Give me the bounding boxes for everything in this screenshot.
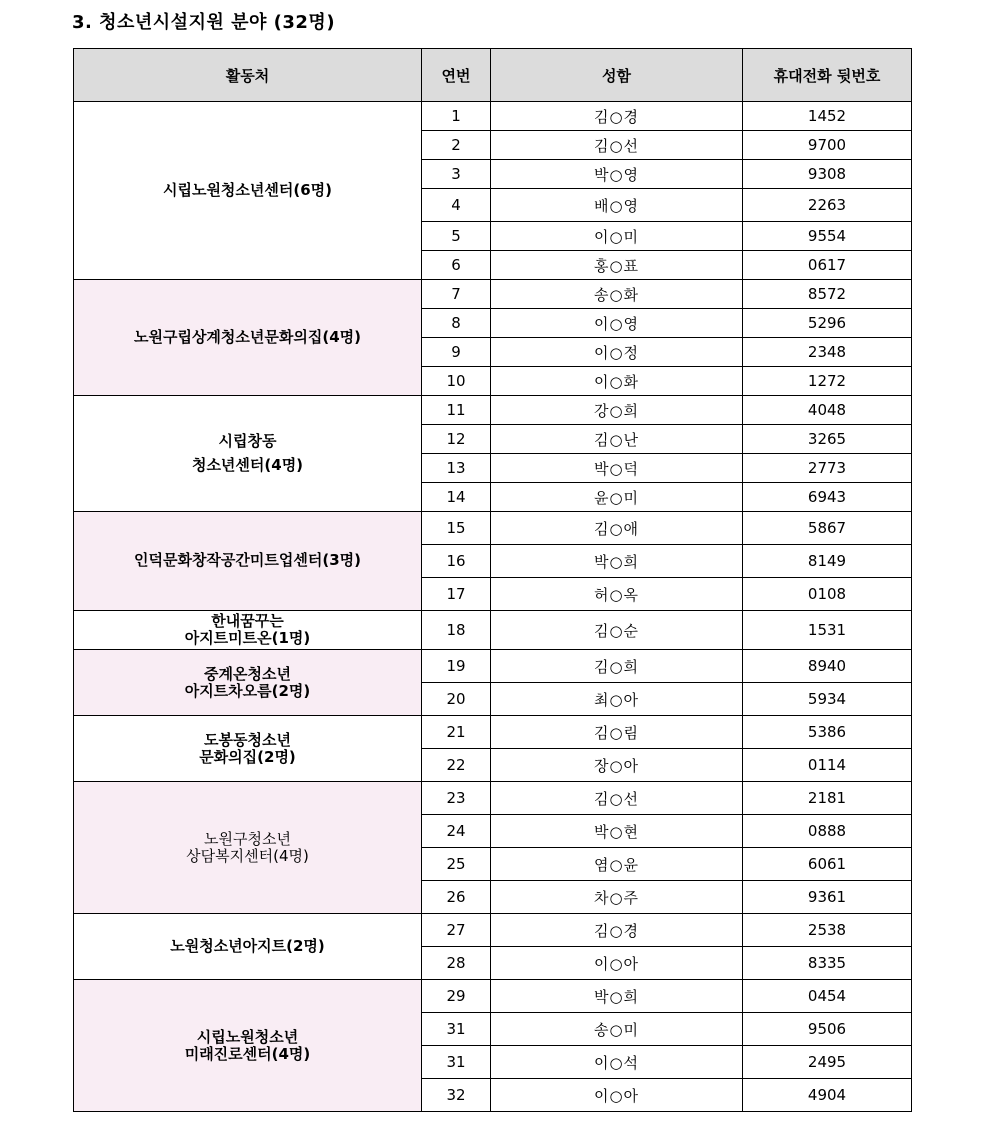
phone-suffix-cell: 8940	[743, 650, 912, 683]
table-body	[74, 102, 912, 1112]
serial-number-cell: 5	[422, 222, 491, 251]
serial-number-cell: 18	[422, 611, 491, 650]
table-row	[74, 782, 912, 815]
table-row	[74, 716, 912, 749]
table-row	[74, 650, 912, 683]
serial-number-cell: 11	[422, 396, 491, 425]
activity-place-label: 노원구청소년	[204, 829, 291, 848]
serial-number-cell: 20	[422, 683, 491, 716]
phone-suffix-cell: 0114	[743, 749, 912, 782]
name-cell: 윤○미	[491, 483, 743, 512]
name-cell: 김○난	[491, 425, 743, 454]
header-phone: 휴대전화 뒷번호	[743, 49, 912, 102]
serial-number-cell: 1	[422, 102, 491, 131]
activity-place-label: 청소년센터(4명)	[191, 455, 304, 474]
activity-place-label: 아지트미트온(1명)	[184, 629, 311, 647]
activity-place-label: 노원청소년아지트(2명)	[170, 936, 325, 955]
serial-number-cell: 4	[422, 189, 491, 222]
phone-suffix-cell: 9554	[743, 222, 912, 251]
activity-place-label: 중계온청소년	[204, 664, 291, 683]
table-row	[74, 980, 912, 1013]
phone-suffix-cell: 5867	[743, 512, 912, 545]
serial-number-cell: 16	[422, 545, 491, 578]
serial-number-cell: 9	[422, 338, 491, 367]
phone-suffix-cell: 4904	[743, 1079, 912, 1112]
serial-number-cell: 29	[422, 980, 491, 1013]
activity-place-cell	[74, 782, 422, 914]
name-cell: 송○화	[491, 280, 743, 309]
name-cell: 배○영	[491, 189, 743, 222]
phone-suffix-cell: 2773	[743, 454, 912, 483]
activity-place-label: 아지트차오름(2명)	[184, 681, 311, 700]
name-cell: 홍○표	[491, 251, 743, 280]
name-cell: 이○정	[491, 338, 743, 367]
activity-place-cell	[74, 716, 422, 782]
serial-number-cell: 23	[422, 782, 491, 815]
serial-number-cell: 13	[422, 454, 491, 483]
serial-number-cell: 3	[422, 160, 491, 189]
name-cell: 송○미	[491, 1013, 743, 1046]
activity-place-label: 도봉동청소년	[204, 730, 291, 749]
serial-number-cell: 26	[422, 881, 491, 914]
activity-place-label: 노원구립상계청소년문화의집(4명)	[133, 327, 361, 346]
serial-number-cell: 32	[422, 1079, 491, 1112]
table-row	[74, 280, 912, 309]
serial-number-cell: 17	[422, 578, 491, 611]
name-cell: 차○주	[491, 881, 743, 914]
phone-suffix-cell: 0617	[743, 251, 912, 280]
activity-place-label: 시립창동	[218, 432, 277, 451]
name-cell: 이○석	[491, 1046, 743, 1079]
phone-suffix-cell: 9361	[743, 881, 912, 914]
phone-suffix-cell: 0888	[743, 815, 912, 848]
phone-suffix-cell: 9308	[743, 160, 912, 189]
phone-suffix-cell: 5386	[743, 716, 912, 749]
table-header-row	[74, 49, 912, 102]
name-cell: 이○미	[491, 222, 743, 251]
phone-suffix-cell: 2495	[743, 1046, 912, 1079]
serial-number-cell: 2	[422, 131, 491, 160]
activity-place-cell	[74, 280, 422, 396]
serial-number-cell: 6	[422, 251, 491, 280]
serial-number-cell: 12	[422, 425, 491, 454]
activity-place-label: 한내꿈꾸는	[211, 612, 284, 631]
serial-number-cell: 7	[422, 280, 491, 309]
table-row	[74, 914, 912, 947]
table-row	[74, 396, 912, 425]
name-cell: 김○선	[491, 131, 743, 160]
table-row	[74, 102, 912, 131]
table-row	[74, 611, 912, 650]
phone-suffix-cell: 2538	[743, 914, 912, 947]
activity-place-cell	[74, 512, 422, 611]
name-cell: 박○덕	[491, 454, 743, 483]
name-cell: 김○애	[491, 512, 743, 545]
phone-suffix-cell: 8572	[743, 280, 912, 309]
name-cell: 박○영	[491, 160, 743, 189]
activity-place-label: 인덕문화창작공간미트업센터(3명)	[133, 551, 361, 570]
serial-number-cell: 31	[422, 1013, 491, 1046]
name-cell: 김○경	[491, 102, 743, 131]
name-cell: 박○희	[491, 545, 743, 578]
activity-place-label: 문화의집(2명)	[199, 747, 296, 766]
serial-number-cell: 31	[422, 1046, 491, 1079]
activity-place-cell	[74, 102, 422, 280]
name-cell: 이○아	[491, 1079, 743, 1112]
header-num: 연번	[422, 49, 491, 102]
phone-suffix-cell: 5934	[743, 683, 912, 716]
name-cell: 허○옥	[491, 578, 743, 611]
phone-suffix-cell: 1452	[743, 102, 912, 131]
phone-suffix-cell: 3265	[743, 425, 912, 454]
phone-suffix-cell: 9700	[743, 131, 912, 160]
name-cell: 이○화	[491, 367, 743, 396]
table-row	[74, 512, 912, 545]
name-cell: 김○순	[491, 611, 743, 650]
activity-place-cell	[74, 980, 422, 1112]
serial-number-cell: 24	[422, 815, 491, 848]
serial-number-cell: 25	[422, 848, 491, 881]
serial-number-cell: 28	[422, 947, 491, 980]
phone-suffix-cell: 8149	[743, 545, 912, 578]
activity-place-cell	[74, 611, 422, 650]
serial-number-cell: 15	[422, 512, 491, 545]
name-cell: 김○선	[491, 782, 743, 815]
serial-number-cell: 19	[422, 650, 491, 683]
activity-place-label: 시립노원청소년센터(6명)	[162, 180, 333, 199]
activity-place-cell	[74, 650, 422, 716]
phone-suffix-cell: 1531	[743, 611, 912, 650]
serial-number-cell: 10	[422, 367, 491, 396]
activity-place-cell	[74, 396, 422, 512]
phone-suffix-cell: 1272	[743, 367, 912, 396]
volunteer-roster-table	[73, 48, 912, 1112]
phone-suffix-cell: 0454	[743, 980, 912, 1013]
phone-suffix-cell: 4048	[743, 396, 912, 425]
phone-suffix-cell: 2181	[743, 782, 912, 815]
serial-number-cell: 22	[422, 749, 491, 782]
name-cell: 이○영	[491, 309, 743, 338]
serial-number-cell: 8	[422, 309, 491, 338]
phone-suffix-cell: 9506	[743, 1013, 912, 1046]
serial-number-cell: 21	[422, 716, 491, 749]
phone-suffix-cell: 2348	[743, 338, 912, 367]
header-name: 성함	[491, 49, 743, 102]
phone-suffix-cell: 0108	[743, 578, 912, 611]
phone-suffix-cell: 2263	[743, 189, 912, 222]
name-cell: 최○아	[491, 683, 743, 716]
name-cell: 김○경	[491, 914, 743, 947]
serial-number-cell: 27	[422, 914, 491, 947]
header-org: 활동처	[74, 49, 422, 102]
name-cell: 장○아	[491, 749, 743, 782]
activity-place-label: 시립노원청소년	[196, 1027, 299, 1046]
name-cell: 강○희	[491, 396, 743, 425]
name-cell: 이○아	[491, 947, 743, 980]
name-cell: 박○현	[491, 815, 743, 848]
phone-suffix-cell: 8335	[743, 947, 912, 980]
activity-place-label: 상담복지센터(4명)	[186, 846, 309, 865]
phone-suffix-cell: 5296	[743, 309, 912, 338]
phone-suffix-cell: 6943	[743, 483, 912, 512]
phone-suffix-cell: 6061	[743, 848, 912, 881]
activity-place-cell	[74, 914, 422, 980]
name-cell: 염○윤	[491, 848, 743, 881]
name-cell: 김○림	[491, 716, 743, 749]
activity-place-label: 미래진로센터(4명)	[184, 1044, 311, 1063]
name-cell: 김○희	[491, 650, 743, 683]
serial-number-cell: 14	[422, 483, 491, 512]
page-title: 3. 청소년시설지원 분야 (32명)	[72, 12, 336, 33]
name-cell: 박○희	[491, 980, 743, 1013]
